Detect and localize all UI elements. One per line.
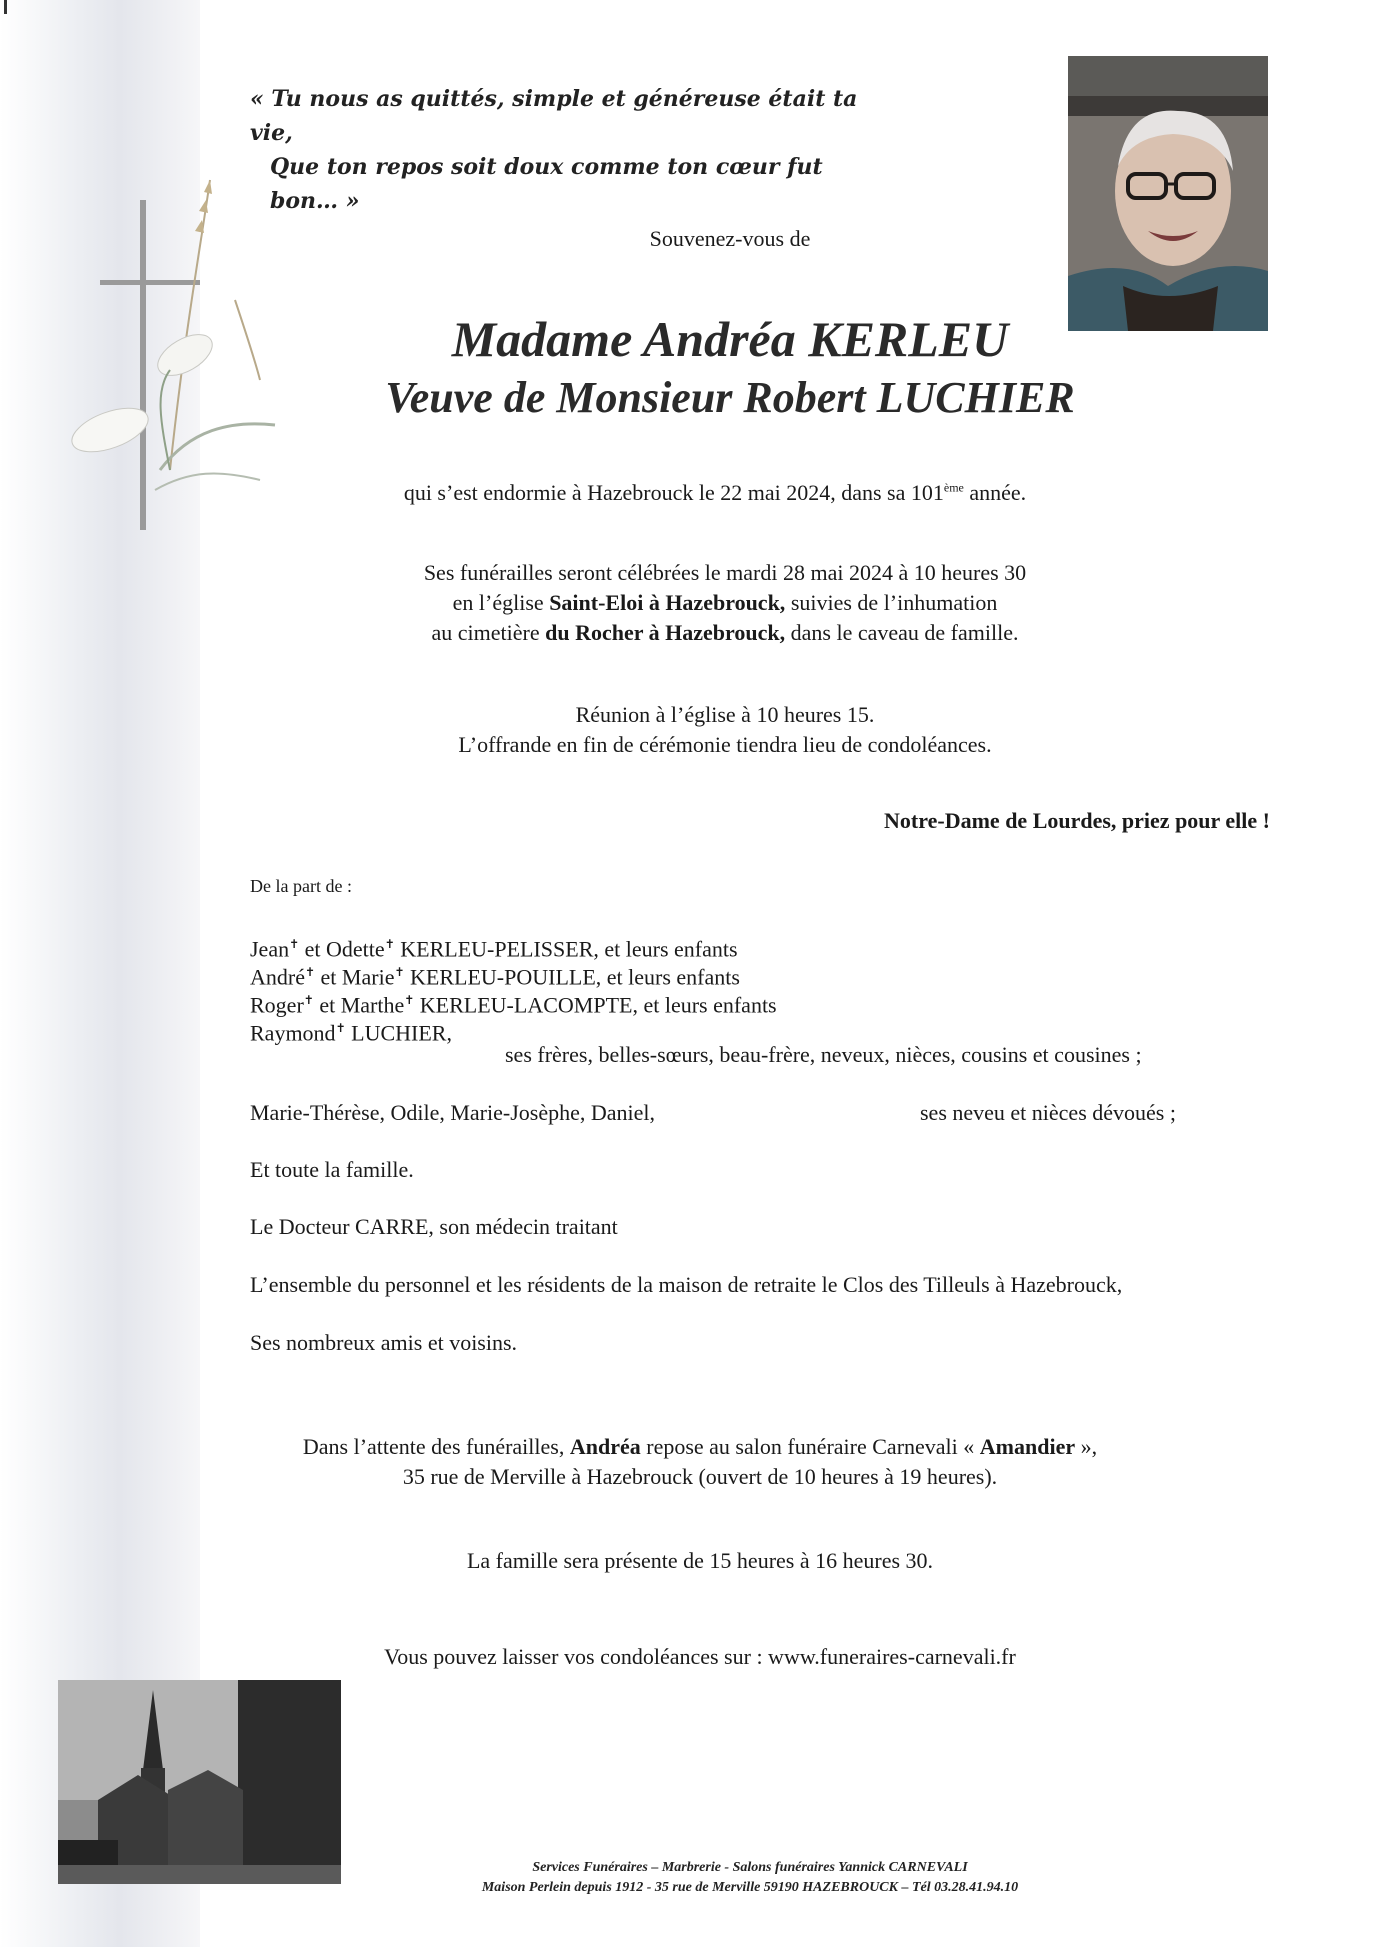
cross-lily-decoration xyxy=(60,170,290,550)
funeral-line-2 xyxy=(300,588,1150,618)
wheat-stalk-2 xyxy=(235,300,260,380)
family-name: Jean xyxy=(250,936,290,962)
quote-line-1: « Tu nous as quittés, simple et généreuse était ta vie, xyxy=(250,86,858,146)
reunion-line-1: Réunion à l’église à 10 heures 15. xyxy=(575,702,875,727)
nephews-names: Marie-Thérèse, Odile, Marie-Josèphe, Daniel, xyxy=(250,1100,656,1125)
family-name: et Odette xyxy=(299,936,385,962)
remember-heading: Souvenez-vous de xyxy=(649,226,811,251)
family-name: Raymond xyxy=(250,1020,336,1046)
family-name: André xyxy=(250,964,305,990)
family-name: Roger xyxy=(250,992,304,1018)
family-text: KERLEU-POUILLE, et leurs enfants xyxy=(404,964,740,990)
lily-stem xyxy=(161,370,170,470)
salon-text: repose au salon funéraire Carnevali « xyxy=(640,1434,980,1459)
reunion-line-2: L’offrande en fin de cérémonie tiendra lieu de condoléances. xyxy=(458,732,992,757)
church-photo xyxy=(58,1680,341,1884)
funeral-line-2c: suivies de l’inhumation xyxy=(785,590,998,615)
ordinal-suffix: ème xyxy=(943,480,964,495)
epitaph-quote xyxy=(250,82,890,218)
church-name: Saint-Eloi à Hazebrouck, xyxy=(549,590,786,615)
scan-mark xyxy=(4,0,7,14)
salon-line-1 xyxy=(250,1432,1150,1462)
condolences-line: Vous pouvez laisser vos condoléances sur : www.funeraires-carnevali.fr xyxy=(384,1644,1016,1669)
staff-line: L’ensemble du personnel et les résidents de la maison de retraite le Clos des Tilleuls à Hazebrouck, xyxy=(250,1272,1123,1297)
salon-line-2: 35 rue de Merville à Hazebrouck (ouvert de 10 heures à 19 heures). xyxy=(402,1464,998,1489)
deceased-name: Madame Andréa KERLEU xyxy=(451,311,1009,367)
cemetery-name: du Rocher à Hazebrouck, xyxy=(545,620,786,645)
funeral-line-3c: dans le caveau de famille. xyxy=(785,620,1019,645)
death-end: année. xyxy=(963,480,1027,505)
cross-icon: ✝ xyxy=(289,937,300,951)
family-row xyxy=(250,1014,452,1047)
family-text: KERLEU-PELISSER, et leurs enfants xyxy=(394,936,738,962)
cross-icon: ✝ xyxy=(404,993,415,1007)
nephews-relation: ses neveu et nièces dévoués ; xyxy=(920,1100,1176,1125)
cross-icon: ✝ xyxy=(304,965,316,979)
cross-vertical xyxy=(140,200,146,530)
salon-room-name: Amandier xyxy=(979,1434,1076,1459)
palm-leaf-2 xyxy=(155,473,260,490)
family-text: LUCHIER, xyxy=(345,1020,452,1046)
family-name: et Marie xyxy=(315,964,395,990)
widow-of-line: Veuve de Monsieur Robert LUCHIER xyxy=(385,373,1075,422)
wheat-stalk xyxy=(170,180,210,470)
funeral-home-details xyxy=(250,1432,1150,1492)
funeral-home-footer xyxy=(350,1858,1150,1898)
doctor-line: Le Docteur CARRE, son médecin traitant xyxy=(250,1214,618,1239)
funeral-line-1: Ses funérailles seront célébrées le mardi 28 mai 2024 à 10 heures 30 xyxy=(423,560,1027,585)
deceased-portrait xyxy=(1068,56,1268,331)
salon-text: », xyxy=(1075,1434,1098,1459)
cross-horizontal xyxy=(100,280,200,285)
quote-line-2: Que ton repos soit doux comme ton cœur fut bon… » xyxy=(270,154,823,214)
cross-icon: ✝ xyxy=(394,965,405,979)
funeral-line-3 xyxy=(300,618,1150,648)
family-text: KERLEU-LACOMPTE, et leurs enfants xyxy=(414,992,777,1018)
funeral-line-2a: en l’église xyxy=(452,590,550,615)
prayer-line: Notre-Dame de Lourdes, priez pour elle ! xyxy=(884,808,1270,833)
funeral-details xyxy=(300,558,1150,648)
siblings-relation: ses frères, belles-sœurs, beau-frère, neveux, nièces, cousins et cousines ; xyxy=(505,1042,1142,1067)
family-name: et Marthe xyxy=(313,992,405,1018)
lily-flower xyxy=(151,326,219,384)
footer-line-1: Services Funéraires – Marbrerie - Salons funéraires Yannick CARNEVALI xyxy=(532,1860,968,1875)
cross-icon: ✝ xyxy=(335,1021,346,1035)
from-label: De la part de : xyxy=(250,876,352,896)
family-presence: La famille sera présente de 15 heures à 16 heures 30. xyxy=(466,1548,934,1573)
first-name: Andréa xyxy=(569,1434,641,1459)
friends-line: Ses nombreux amis et voisins. xyxy=(250,1330,518,1355)
palm-leaf xyxy=(160,424,275,470)
footer-line-2: Maison Perlein depuis 1912 - 35 rue de Merville 59190 HAZEBROUCK – Tél 03.28.41.94.10 xyxy=(481,1880,1019,1895)
cross-icon: ✝ xyxy=(384,937,395,951)
whole-family-line: Et toute la famille. xyxy=(250,1157,414,1182)
funeral-line-3a: au cimetière xyxy=(431,620,546,645)
death-text: qui s’est endormie à Hazebrouck le 22 mai 2024, dans sa 101 xyxy=(403,480,944,505)
gathering-details xyxy=(300,700,1150,760)
cross-icon: ✝ xyxy=(303,993,314,1007)
death-notice xyxy=(340,480,1090,506)
salon-text: Dans l’attente des funérailles, xyxy=(302,1434,570,1459)
